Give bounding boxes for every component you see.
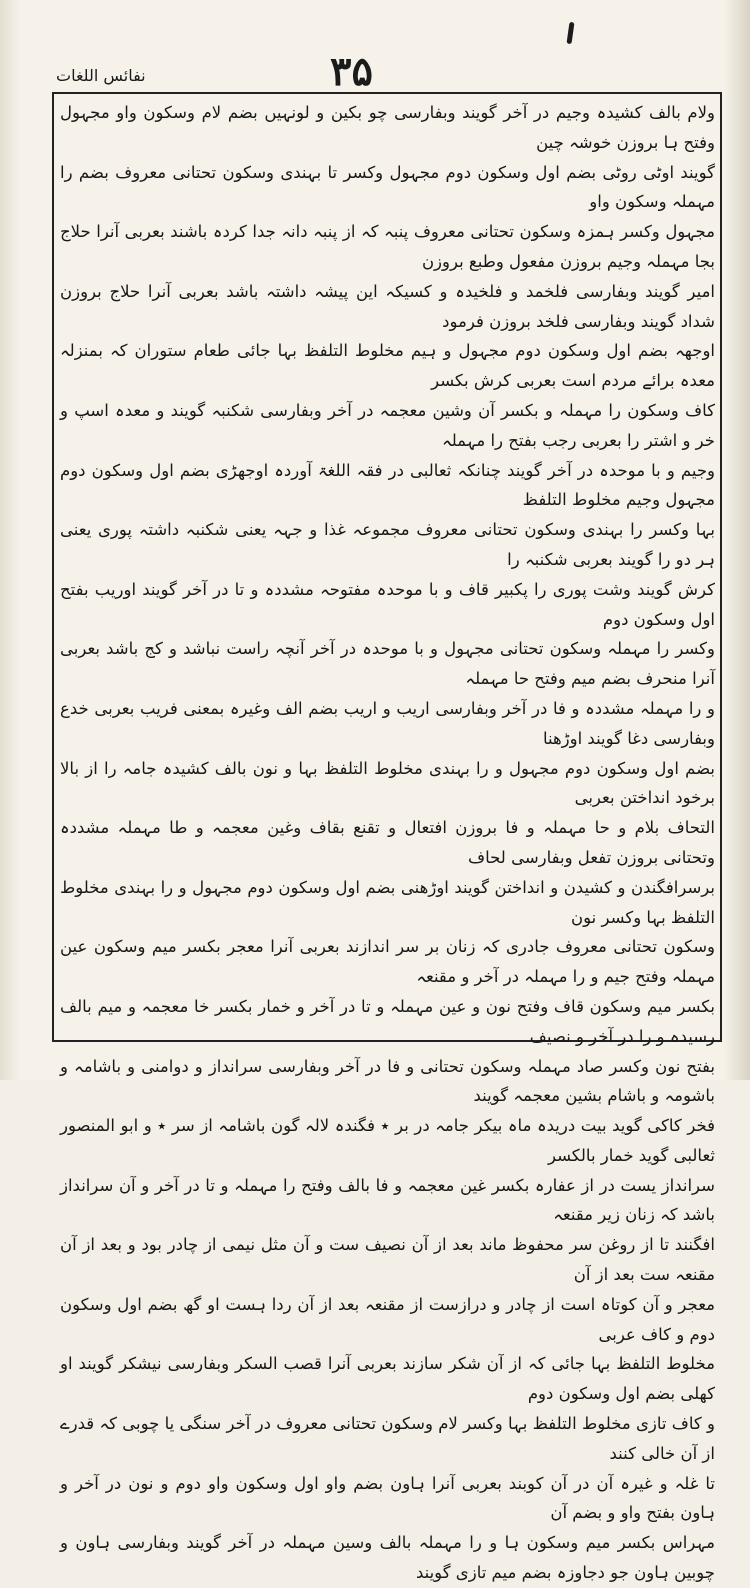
ink-mark [566, 22, 574, 44]
running-title: نفائس اللغات [56, 66, 146, 85]
text-line: اوجھہ بضم اول وسکون دوم مجہول و ہیم مخلوط التلفظ بہا جائی طعام ستوران کہ بمنزلہ معدہ برائے مردم است بعربی کرش بکسر [60, 341, 715, 391]
text-line: و کاف تازی مخلوط التلفظ بہا وکسر لام وسکون تحتانی معروف در آخر سنگی یا چوبی کہ قدرے از آن خالی کنند [60, 1414, 715, 1463]
text-line: تا غلہ و غیرہ آن در آن کوبند بعربی آنرا ہاون بضم واو اول وسکون واو دوم و نون در آخر و ہاون بفتح واو و بضم آن [60, 1473, 715, 1523]
page-edge-shadow-right [724, 0, 750, 1080]
text-line: کرش گویند وشت پوری را پکبیر قاف و با موحدہ مفتوحہ مشددہ و تا در آخر گویند اوریب بفتح اول وسکون دوم [60, 579, 715, 629]
text-line: ولام بالف کشیدہ وجیم در آخر گویند وبفارسی چو بکین و لونہیں بضم لام وسکون واو مجہول وفتح ہا بروزن خوشہ چین [60, 103, 715, 152]
text-line: وسکون تحتانی معروف جادری کہ زنان بر سر اندازند بعربی آنرا معجر بکسر میم وسکون عین مہملہ وفتح جیم و را مہملہ در آخر و مقنعہ [60, 937, 715, 987]
body-text [60, 98, 715, 1583]
page-edge-shadow-left [0, 0, 20, 1080]
text-line: بفتح نون وکسر صاد مہملہ وسکون تحتانی و فا در آخر وبفارسی سرانداز و دوامنی و باشامہ و باشومہ و باشام بشین معجمہ گویند [60, 1056, 715, 1106]
text-line: معجر و آن کوتاہ است از چادر و درازست از مقنعہ بعد از آن ردا ہست او گھ بضم اول وسکون دوم و کاف عربی [60, 1294, 715, 1344]
text-line: فخر کاکی گوید بیت دریدہ ماہ بیکر جامہ در بر ٭ فگندہ لالہ گون باشامہ از سر ٭ و ابو المنصور ثعالبی گوید خمار بالکسر [60, 1116, 715, 1165]
text-line: بضم اول وسکون دوم مجہول و را بہندی مخلوط التلفظ بہا و نون بالف کشیدہ جامہ را از بالا برخود انداختن بعربی [60, 758, 715, 808]
text-line: امیر گویند وبفارسی فلخمد و فلخیدہ و کسیکہ این پیشہ داشتہ باشد بعربی آنرا حلاج بروزن شداد گویند وبفارسی فلخد بروزن فرمود [60, 281, 715, 331]
text-line: التحاف بلام و حا مہملہ و فا بروزن افتعال و تقنع بقاف وغین معجمہ و طا مہملہ مشددہ وتحتانی بروزن تفعل وبفارسی لحاف [60, 818, 715, 867]
text-line: مخلوط التلفظ بہا جائی کہ از آن شکر سازند بعربی آنرا قصب السکر وبفارسی نیشکر گویند او کھلی بضم اول وسکون دوم [60, 1354, 715, 1404]
text-line: مہراس بکسر میم وسکون ہا و را مہملہ بالف وسین مہملہ در آخر گویند وبفارسی ہاون و چوبین ہاون جو دجاوزہ بضم میم تازی گویند [60, 1533, 715, 1583]
text-line: مجہول وکسر ہمزہ وسکون تحتانی معروف پنبہ کہ از پنبہ دانہ جدا کردہ باشند بعربی آنرا حلاج بجا مہملہ وجیم بروزن مفعول وطبع بروزن [60, 222, 715, 271]
text-line: وجیم و با موحدہ در آخر گویند چنانکہ ثعالبی در فقہ اللغۃ آوردہ اوجھڑی بضم اول وسکون دوم مجہول وجیم مخلوط التلفظ [60, 460, 715, 510]
text-line: بہا وکسر را بہندی وسکون تحتانی معروف مجموعہ غذا و جہہ یعنی شکنبہ داشتہ پوری یعنی ہر دو را گویند بعربی شکنبہ را [60, 520, 715, 569]
text-line: افگنند تا از روغن سر محفوظ ماند بعد از آن نصیف ست و آن مثل نیمی از چادر بود و بعد از آن مقنعہ ست بعد از آن [60, 1235, 715, 1285]
text-line: سرانداز یست در از عفارہ بکسر غین معجمہ و فا بالف وفتح را مہملہ و تا در آخر و آن سرانداز باشد کہ زنان زیر مقنعہ [60, 1175, 715, 1225]
text-line: کاف وسکون را مہملہ و بکسر آن وشین معجمہ در آخر وبفارسی شکنبہ گویند و معدہ اسپ و خر و اشتر را بعربی رجب بفتح را مہملہ [60, 400, 715, 450]
text-line: بکسر میم وسکون قاف وفتح نون و عین مہملہ و تا در آخر و خمار بکسر خا معجمہ و میم بالف رسیدہ و را در آخر و نصیف [60, 996, 715, 1046]
text-line: وکسر را مہملہ وسکون تحتانی مجہول و با موحدہ در آخر آنچہ راست نباشد و کج باشد بعربی آنرا منحرف بضم میم وفتح حا مہملہ [60, 639, 715, 689]
text-line: برسرافگندن و کشیدن و انداختن گویند اوڑھنی بضم اول وسکون دوم مجہول و را بہندی مخلوط التلفظ بہا وکسر نون [60, 877, 715, 927]
page-number: ۳۵ [330, 48, 373, 95]
text-line: و را مہملہ مشددہ و فا در آخر وبفارسی اریب و اریب بضم الف وغیرہ بمعنی فریب بعربی خدع وبفارسی دغا گویند اوڑھنا [60, 698, 715, 748]
text-line: گویند اوٹی روٹی بضم اول وسکون دوم مجہول وکسر تا بہندی وسکون تحتانی معروف بضم را مہملہ وسکون واو [60, 162, 715, 212]
page-header [0, 0, 750, 100]
